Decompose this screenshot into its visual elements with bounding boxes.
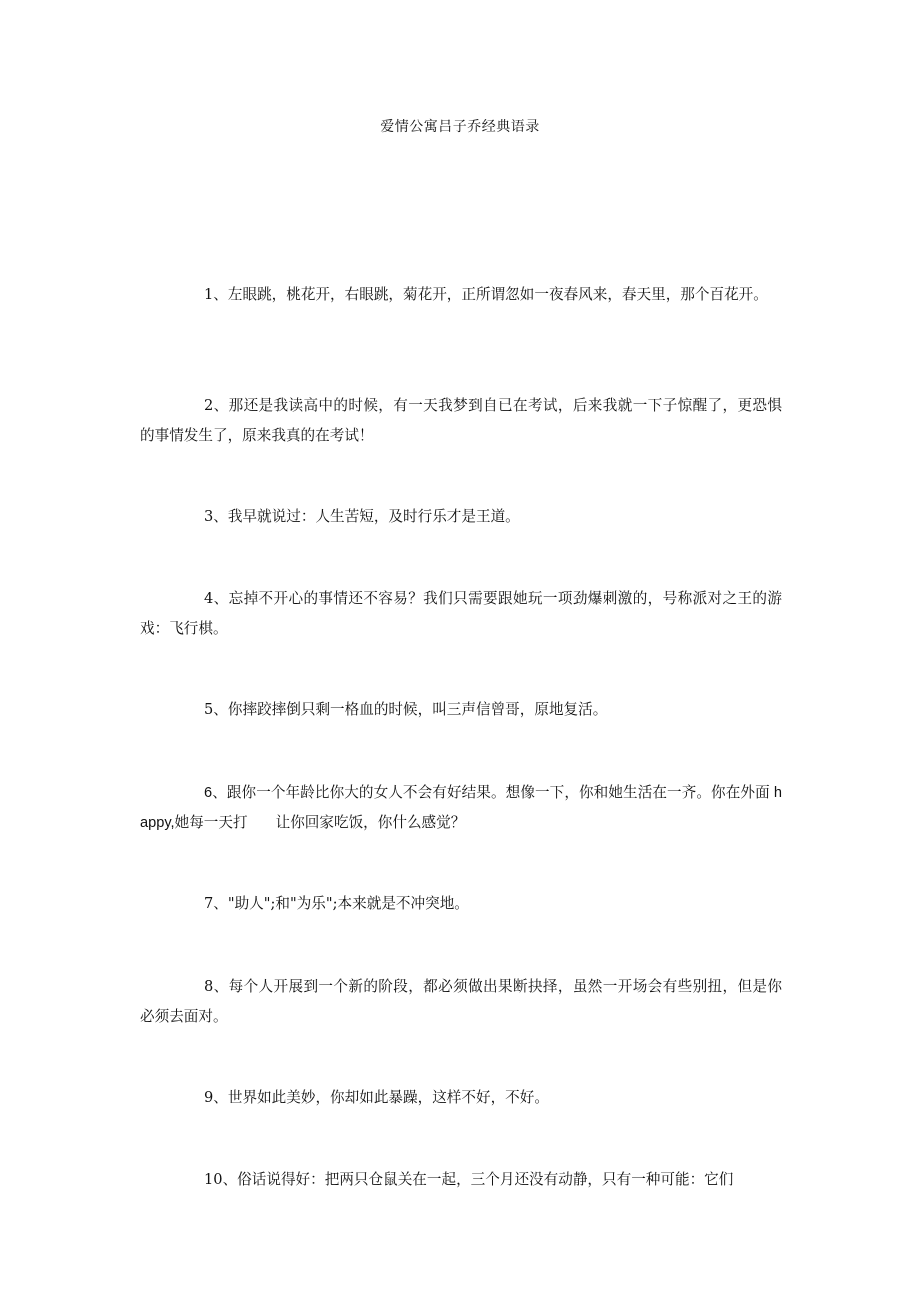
quote-paragraph-10: 10、俗话说得好：把两只仓鼠关在一起，三个月还没有动静，只有一种可能：它们: [204, 1170, 734, 1188]
quote-paragraph-5: 5、你摔跤摔倒只剩一格血的时候，叫三声信曾哥，原地复活。: [204, 700, 608, 718]
quote-paragraph-1: 1、左眼跳，桃花开，右眼跳，菊花开，正所谓忽如一夜春风来，春天里，那个百花开。: [204, 285, 768, 303]
quote-paragraph-6-part-1: 6、跟你一个年龄比你大的女人不会有好结果。想像一下，你和她生活在一齐。你在外面 happy,她每一天打: [140, 784, 782, 831]
quote-paragraph-2: 2、那还是我读高中的时候，有一天我梦到自已在考试，后来我就一下子惊醒了，更恐惧的事情发生了，原来我真的在考试！: [140, 396, 782, 444]
document-title: 爱情公寓吕子乔经典语录: [380, 119, 540, 135]
quote-paragraph-4: 4、忘掉不开心的事情还不容易？我们只需要跟她玩一项劲爆刺激的，号称派对之王的游戏：飞行棋。: [140, 589, 782, 637]
quote-paragraph-3: 3、我早就说过：人生苦短，及时行乐才是王道。: [204, 507, 520, 525]
quote-paragraph-6: [140, 778, 782, 838]
quote-paragraph-8: 8、每个人开展到一个新的阶段，都必须做出果断抉择，虽然一开场会有些别扭，但是你必须去面对。: [140, 977, 782, 1025]
quote-paragraph-7: 7、"助人";和"为乐";本来就是不冲突地。: [204, 894, 469, 912]
quote-paragraph-9: 9、世界如此美妙，你却如此暴躁，这样不好，不好。: [204, 1088, 549, 1106]
quote-paragraph-6-part-2: 让你回家吃饭，你什么感觉？: [275, 813, 466, 831]
